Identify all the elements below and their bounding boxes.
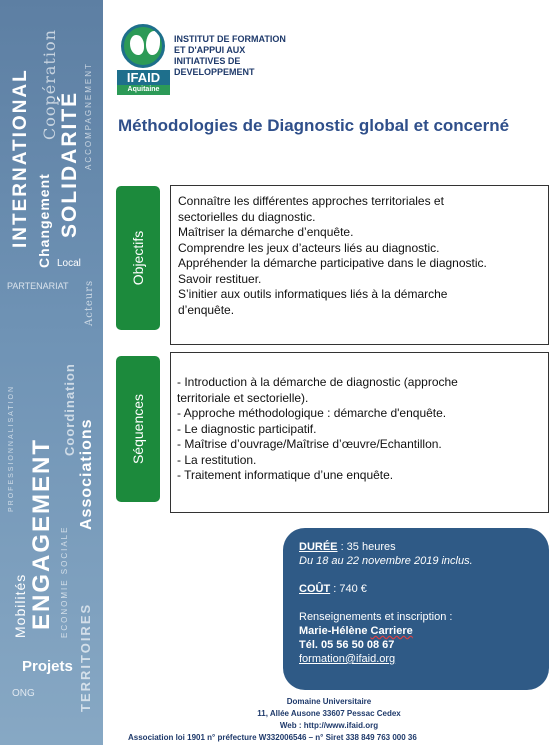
band-word-solidarite: SOLIDARITÉ — [58, 90, 81, 238]
globe-icon — [121, 24, 165, 68]
sequences-box: - Introduction à la démarche de diagnostic (approche territoriale et sectorielle). - Approche méthodologique : démarche d'enquête. - Le diagnostic participatif. - Maîtrise d’ouvrage/Maîtrise d’œuvre/Echantillon. - La restitution. - Traitement informatique d’une enquête. — [170, 352, 549, 513]
sequences-tab-label: Séquences — [130, 393, 146, 465]
band-word-ong: ONG — [12, 688, 35, 699]
band-word-economie-sociale: ECONOMIE SOCIALE — [60, 525, 69, 638]
band-word-coordination: Coordination — [62, 363, 77, 456]
sequences-tab — [116, 356, 160, 502]
cout-value: : 740 € — [330, 583, 367, 595]
duree-label: DURÉE — [299, 541, 338, 553]
renseignements-label: Renseignements et inscription : — [299, 611, 453, 623]
band-word-international: INTERNATIONAL — [10, 68, 31, 248]
band-word-mobilites: Mobilités — [12, 573, 28, 638]
footer-address-2: 11, Allée Ausone 33607 Pessac Cedex — [257, 709, 401, 718]
ifaid-logo — [117, 22, 170, 96]
band-word-local: Local — [57, 258, 81, 269]
contact-phone: Tél. 05 56 50 08 67 — [299, 639, 395, 651]
contact-name: Marie-Hélène Carriere — [299, 625, 413, 637]
footer-website[interactable]: Web : http://www.ifaid.org — [279, 721, 379, 730]
decorative-word-band — [0, 0, 103, 745]
objectifs-tab-label: Objectifs — [130, 230, 146, 286]
band-word-projets: Projets — [22, 658, 73, 675]
session-dates: Du 18 au 22 novembre 2019 inclus. — [299, 555, 473, 567]
band-word-acteurs: Acteurs — [84, 279, 95, 326]
band-word-changement: Changement — [36, 173, 52, 268]
band-word-territoires: TERRITOIRES — [78, 602, 93, 712]
info-card — [283, 528, 549, 690]
cout-label: COÛT — [299, 583, 331, 595]
band-word-associations: Associations — [78, 418, 95, 530]
logo-name: IFAID — [117, 70, 170, 85]
organization-name: INSTITUT DE FORMATION ET D'APPUI AUX INITIATIVES DE DEVELOPPEMENT — [174, 34, 286, 77]
objectifs-tab — [116, 186, 160, 330]
band-word-cooperation: Coopération — [40, 29, 59, 140]
band-word-accompagnement: ACCOMPAGNEMENT — [84, 62, 93, 170]
page-title: Méthodologies de Diagnostic global et concerné — [118, 116, 510, 135]
band-word-partenariat: PARTENARIAT — [7, 281, 69, 291]
footer-address-1: Domaine Universitaire — [286, 697, 372, 706]
duree-value: : 35 heures — [337, 541, 396, 553]
logo-region: Aquitaine — [117, 85, 170, 95]
contact-email-link[interactable]: formation@ifaid.org — [299, 653, 396, 665]
band-word-professionnalisation: PROFESSIONNALISATION — [8, 385, 15, 512]
footer-legal: Association loi 1901 n° préfecture W332006546 – n° Siret 338 849 763 000 36 — [128, 733, 417, 742]
objectifs-box: Connaître les différentes approches territoriales et sectorielles du diagnostic. Maîtriser la démarche d’enquête. Comprendre les jeux d’acteurs liés au diagnostic. Appréhender la démarche participative dans le diagnostic. Savoir restituer. S’initier aux outils informatiques liés à la démarche d’enquête. — [170, 185, 549, 345]
band-word-engagement: ENGAGEMENT — [28, 437, 55, 630]
